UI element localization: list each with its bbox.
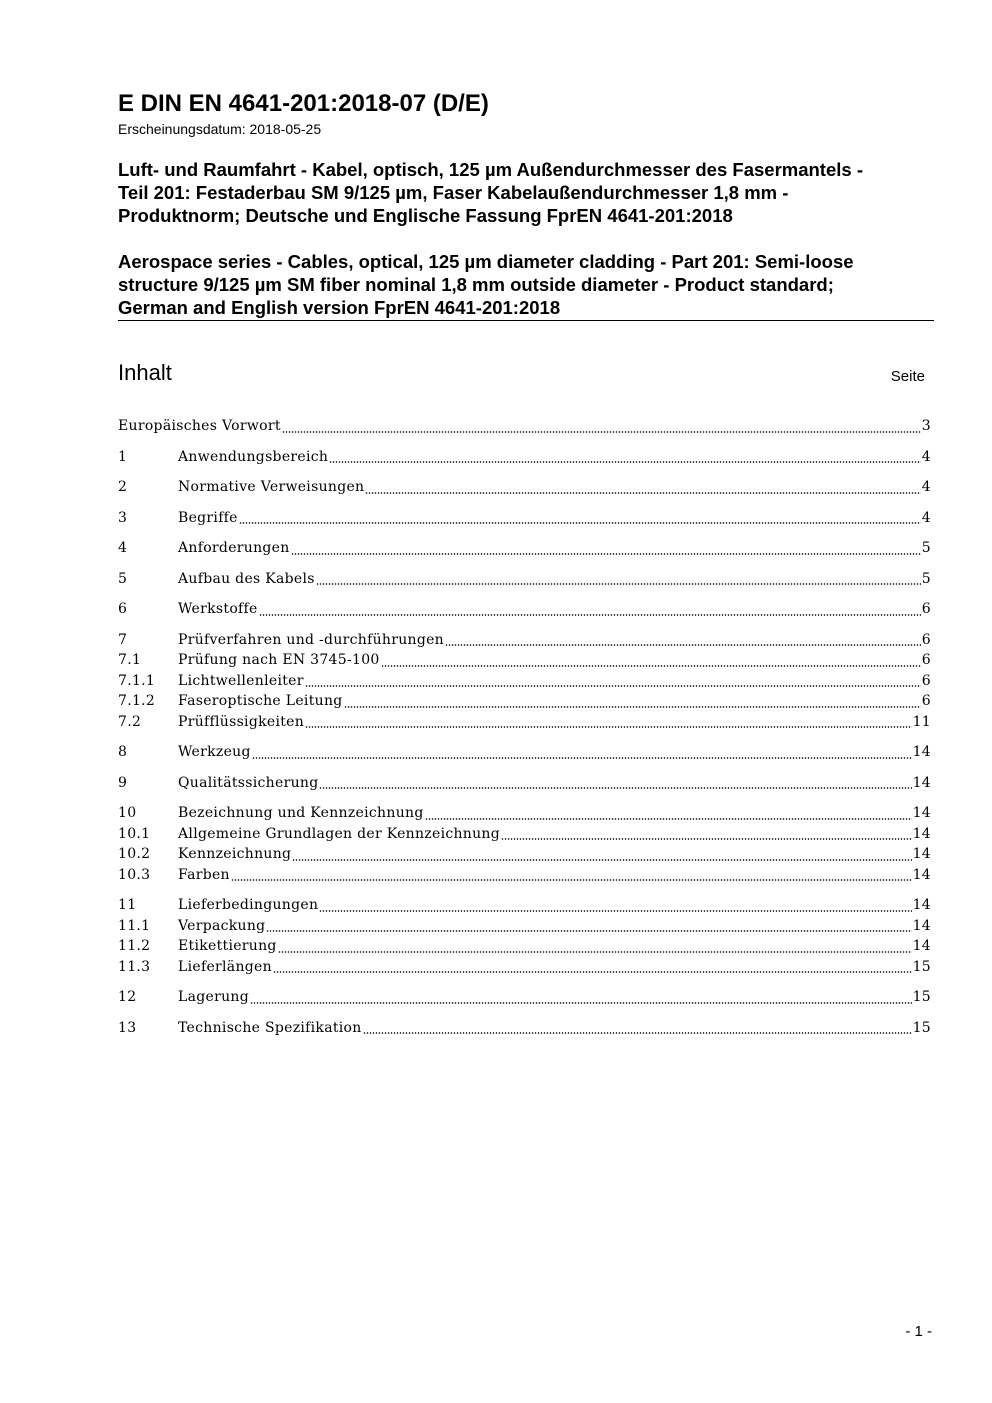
toc-entry-page: 6 [921,631,931,648]
toc-entry[interactable] [118,569,931,590]
toc-page-column-label: Seite [890,368,925,385]
toc-entry-page: 14 [912,917,931,934]
toc-entry-page: 4 [921,509,931,526]
toc-entry-number: 11 [118,897,137,913]
toc-dot-leader [319,907,911,912]
toc-entry-number: 4 [118,540,128,556]
toc-entry-number: 11.3 [118,958,151,975]
toc-entry[interactable] [118,742,931,763]
toc-dot-leader [259,611,921,616]
toc-dot-leader [252,754,912,759]
toc-dot-leader [250,999,912,1004]
toc-entry-number: 7.1.2 [118,693,156,709]
toc-entry[interactable] [118,895,931,916]
toc-entry-number: 3 [118,509,128,526]
toc-entry-number: 1 [118,448,128,465]
toc-dot-leader [344,703,921,708]
toc-entry-number: 7.1 [118,652,142,668]
toc-entry[interactable] [118,957,931,978]
toc-dot-leader [381,662,921,667]
toc-entry-title: Anforderungen [178,540,290,556]
toc-entry-title: Normative Verweisungen [178,479,365,495]
toc-dot-leader [278,948,912,953]
toc-entry-number: 12 [118,989,137,1005]
toc-dot-leader [305,723,912,728]
toc-entry-title: Begriffe [178,509,238,526]
toc-entry-title: Europäisches Vorwort [118,418,281,434]
title-german [118,158,934,227]
toc-entry[interactable] [118,844,931,865]
toc-entry[interactable] [118,712,931,733]
title-english-line: structure 9/125 µm SM fiber nominal 1,8 mm outside diameter - Product standard; [118,274,834,295]
toc-dot-leader [365,489,920,494]
toc-entry-number: 2 [118,479,128,495]
toc-entry-number: 10.2 [118,846,151,862]
toc-entry-page: 14 [912,866,931,883]
page-number: - 1 - [905,1323,932,1340]
toc-entry-title: Bezeichnung und Kennzeichnung [178,805,424,821]
toc-entry[interactable] [118,599,931,620]
toc-entry-page: 4 [921,448,931,465]
toc-entry[interactable] [118,916,931,937]
publication-date: Erscheinungsdatum: 2018-05-25 [118,121,322,137]
toc-dot-leader [329,458,921,463]
toc-entry-title: Verpackung [178,917,266,934]
toc-dot-leader [363,1029,912,1034]
toc-entry-page: 5 [921,540,931,556]
toc-entry-page: 6 [921,601,931,617]
toc-entry-title: Faseroptische Leitung [178,693,343,709]
toc-entry-title: Qualitätssicherung [178,774,319,791]
toc-entry[interactable] [118,865,931,886]
toc-entry[interactable] [118,416,931,437]
toc-dot-leader [445,641,921,646]
toc-entry-page: 14 [912,938,931,954]
toc-entry-title: Prüfverfahren und -durchführungen [178,631,444,648]
toc-entry-number: 9 [118,774,128,791]
toc-entry-number: 10 [118,805,137,821]
toc-entry-page: 14 [912,744,931,760]
toc-dot-leader [501,835,912,840]
toc-entry-number: 8 [118,744,128,760]
toc-entry-page: 11 [912,713,931,730]
toc-entry[interactable] [118,447,931,468]
toc-entry-number: 5 [118,570,128,587]
toc-dot-leader [266,927,911,932]
toc-entry-title: Prüfflüssigkeiten [178,713,305,730]
toc-entry-number: 13 [118,1019,137,1036]
toc-entry-page: 14 [912,897,931,913]
toc-entry-page: 3 [921,418,931,434]
toc-entry-title: Lieferbedingungen [178,897,319,913]
table-of-contents [118,416,931,1038]
toc-entry-page: 14 [912,846,931,862]
toc-entry-number: 11.1 [118,917,151,934]
toc-entry-title: Lagerung [178,989,249,1005]
toc-entry-title: Lichtwellenleiter [178,672,304,689]
toc-dot-leader [239,519,921,524]
toc-entry-page: 6 [921,693,931,709]
toc-entry-number: 7 [118,631,128,648]
title-english-line: German and English version FprEN 4641-201:2018 [118,297,561,318]
toc-entry-page: 14 [912,805,931,821]
toc-entry-title: Etikettierung [178,938,277,954]
toc-dot-leader [291,550,921,555]
toc-entry-title: Allgemeine Grundlagen der Kennzeichnung [178,825,501,842]
title-divider [118,320,934,321]
toc-entry-number: 11.2 [118,938,151,954]
toc-dot-leader [319,784,911,789]
toc-entry-title: Kennzeichnung [178,846,292,862]
toc-entry-number: 10.1 [118,825,151,842]
toc-entry-number: 7.1.1 [118,672,156,689]
toc-dot-leader [316,580,921,585]
toc-entry[interactable] [118,650,931,671]
toc-entry-title: Farben [178,866,230,883]
title-german-line: Teil 201: Festaderbau SM 9/125 µm, Faser Kabelaußendurchmesser 1,8 mm - [118,182,789,203]
toc-entry-title: Lieferlängen [178,958,272,975]
toc-entry[interactable] [118,824,931,845]
title-english-line: Aerospace series - Cables, optical, 125 µm diameter cladding - Part 201: Semi-loose [118,251,854,272]
toc-entry-title: Technische Spezifikation [178,1019,362,1036]
toc-entry-page: 14 [912,774,931,791]
title-german-line: Produktnorm; Deutsche und Englische Fassung FprEN 4641-201:2018 [118,205,733,226]
toc-entry-page: 15 [912,958,931,975]
toc-dot-leader [231,876,912,881]
toc-entry-title: Prüfung nach EN 3745-100 [178,652,380,668]
toc-dot-leader [305,682,921,687]
toc-entry[interactable] [118,538,931,559]
toc-entry[interactable] [118,477,931,498]
toc-entry-page: 14 [912,825,931,842]
toc-entry[interactable] [118,630,931,651]
toc-entry-page: 15 [912,989,931,1005]
toc-dot-leader [273,968,912,973]
toc-entry[interactable] [118,691,931,712]
toc-entry[interactable] [118,803,931,824]
toc-heading: Inhalt [118,360,172,385]
toc-entry[interactable] [118,508,931,529]
toc-entry[interactable] [118,987,931,1008]
toc-dot-leader [425,815,912,820]
document-id: E DIN EN 4641-201:2018-07 (D/E) [118,90,489,117]
toc-dot-leader [282,428,921,433]
toc-entry-number: 10.3 [118,866,151,883]
toc-entry-page: 4 [921,479,931,495]
toc-entry-page: 6 [921,652,931,668]
toc-entry-page: 5 [921,570,931,587]
toc-entry[interactable] [118,773,931,794]
toc-entry-title: Anwendungsbereich [178,448,329,465]
toc-entry[interactable] [118,1018,931,1039]
toc-entry-page: 6 [921,672,931,689]
title-english [118,250,934,319]
toc-entry-number: 7.2 [118,713,142,730]
toc-entry[interactable] [118,936,931,957]
toc-entry[interactable] [118,671,931,692]
toc-entry-number: 6 [118,601,128,617]
toc-dot-leader [292,856,911,861]
toc-entry-title: Aufbau des Kabels [178,570,315,587]
toc-entry-title: Werkzeug [178,744,251,760]
title-german-line: Luft- und Raumfahrt - Kabel, optisch, 125 µm Außendurchmesser des Fasermantels - [118,159,863,180]
toc-entry-title: Werkstoffe [178,601,258,617]
toc-entry-page: 15 [912,1019,931,1036]
